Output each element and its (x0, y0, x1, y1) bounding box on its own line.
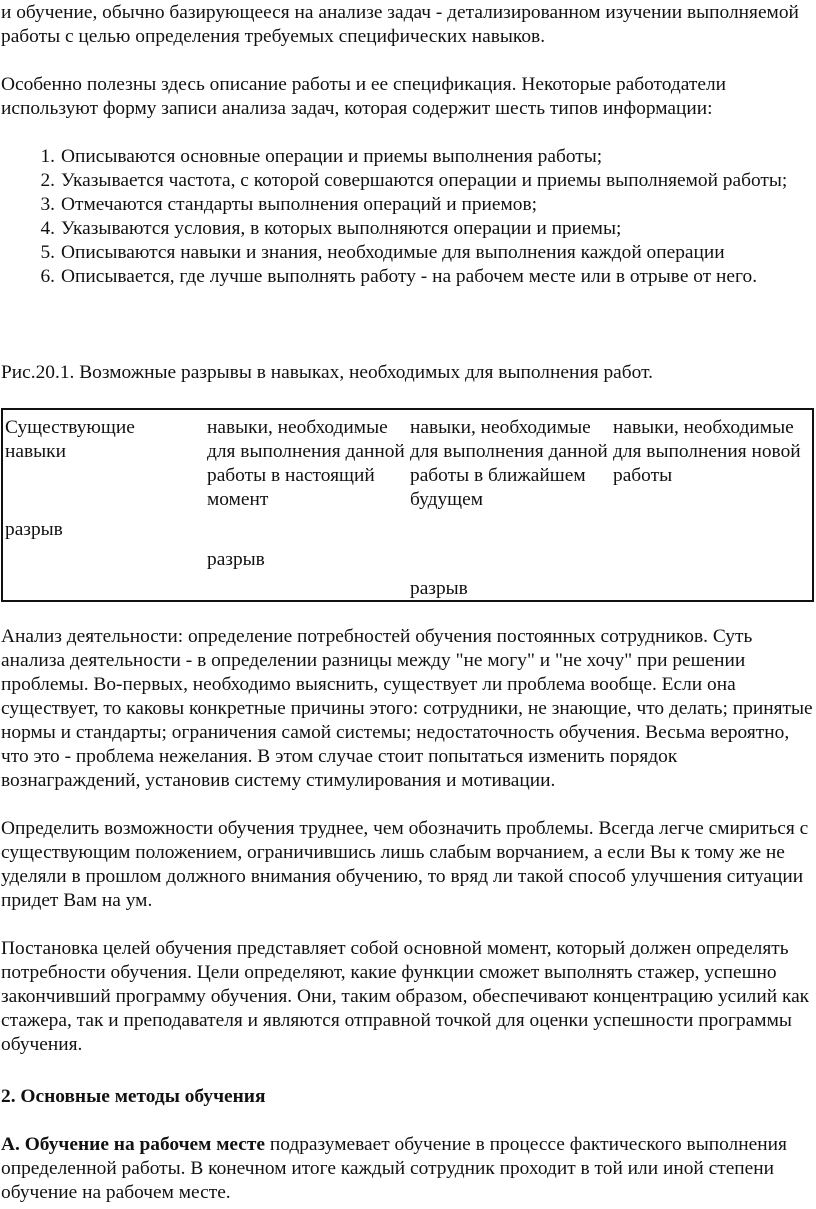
gap-label: разрыв (207, 549, 265, 570)
column-new-job-skills: навыки, необходимые для выполнения новой работы (613, 417, 801, 486)
list-item-text: Описывается, где лучше выполнять работу - на рабочем месте или в отрыве от него. (61, 266, 758, 287)
list-item-number: 3. (40, 194, 55, 215)
list-item-text: Указываются условия, в которых выполняются операции и приемы; (61, 218, 622, 239)
list-item-text: Указывается частота, с которой совершаются операции и приемы выполняемой работы; (61, 170, 788, 191)
list-item-text: Описываются навыки и знания, необходимые для выполнения каждой операции (61, 242, 725, 263)
list-item-number: 4. (40, 218, 55, 239)
list-item-text: Отмечаются стандарты выполнения операций и приемов; (61, 194, 538, 215)
skills-gap-figure (1, 408, 814, 602)
column-future-skills: навыки, необходимые для выполнения данной работы в ближайшем будущем (410, 417, 608, 510)
list-item (40, 169, 816, 193)
goals-paragraph: Постановка целей обучения представляет собой основной момент, который должен определять потребности обучения. Цели определяют, какие функции сможет выполнять стажер, успешно закончивший программу обучения. Они, таким образом, обеспечивают концентрацию усилий как стажера, так и преподавателя и являются отправной точкой для оценки успешности программы обучения. (1, 938, 810, 1055)
on-job-paragraph (1, 1133, 813, 1205)
gap-label: разрыв (410, 578, 468, 599)
list-item (40, 265, 816, 289)
column-current-skills: навыки, необходимые для выполнения данной работы в настоящий момент (207, 417, 405, 510)
gap-label: разрыв (5, 519, 63, 540)
description-paragraph: Особенно полезны здесь описание работы и ее спецификация. Некоторые работодатели используют форму записи анализа задач, которая содержит шесть типов информации: (1, 74, 727, 119)
figure-caption: Рис.20.1. Возможные разрывы в навыках, необходимых для выполнения работ. (1, 362, 653, 383)
list-item-number: 5. (40, 242, 55, 263)
activity-analysis-paragraph: Анализ деятельности: определение потребностей обучения постоянных сотрудников. Суть анализа деятельности - в определении разницы между "не могу" и "не хочу" при решении проблемы. Во-первых, необходимо выяснить, существует ли проблема вообще. Если она существует, то каковы конкретные причины этого: сотрудники, не знающие, что делать; принятые нормы и стандарты; ограничения самой системы; недостаточность обучения. Весьма вероятно, что это - проблема нежелания. В этом случае стоит попытаться изменить порядок вознаграждений, установив систему стимулирования и мотивации. (1, 626, 813, 791)
on-job-text: подразумевает обучение в процессе фактического выполнения определенной работы. В конечном итоге каждый сотрудник проходит в той или иной степени обучение на рабочем месте. (1, 1134, 787, 1203)
opportunities-paragraph: Определить возможности обучения труднее, чем обозначить проблемы. Всегда легче смириться с существующим положением, ограничившись лишь слабым ворчанием, а если Вы к тому же не уделяли в прошлом должного внимания обучению, то вряд ли такой способ улучшения ситуации придет Вам на ум. (1, 818, 809, 911)
list-item (40, 241, 816, 265)
list-item-number: 1. (40, 146, 55, 167)
task-analysis-list (1, 145, 816, 289)
list-item-number: 2. (40, 170, 55, 191)
list-item (40, 145, 816, 169)
list-item-text: Описываются основные операции и приемы выполнения работы; (61, 146, 603, 167)
on-job-lead: А. Обучение на рабочем месте (1, 1134, 265, 1155)
list-item-number: 6. (40, 266, 55, 287)
list-item (40, 193, 816, 217)
column-existing-skills: Существующие навыки (5, 417, 135, 462)
intro-paragraph: и обучение, обычно базирующееся на анализе задач - детализированном изучении выполняемой работы с целью определения требуемых специфических навыков. (1, 2, 799, 47)
section-heading: 2. Основные методы обучения (1, 1086, 266, 1107)
list-item (40, 217, 816, 241)
